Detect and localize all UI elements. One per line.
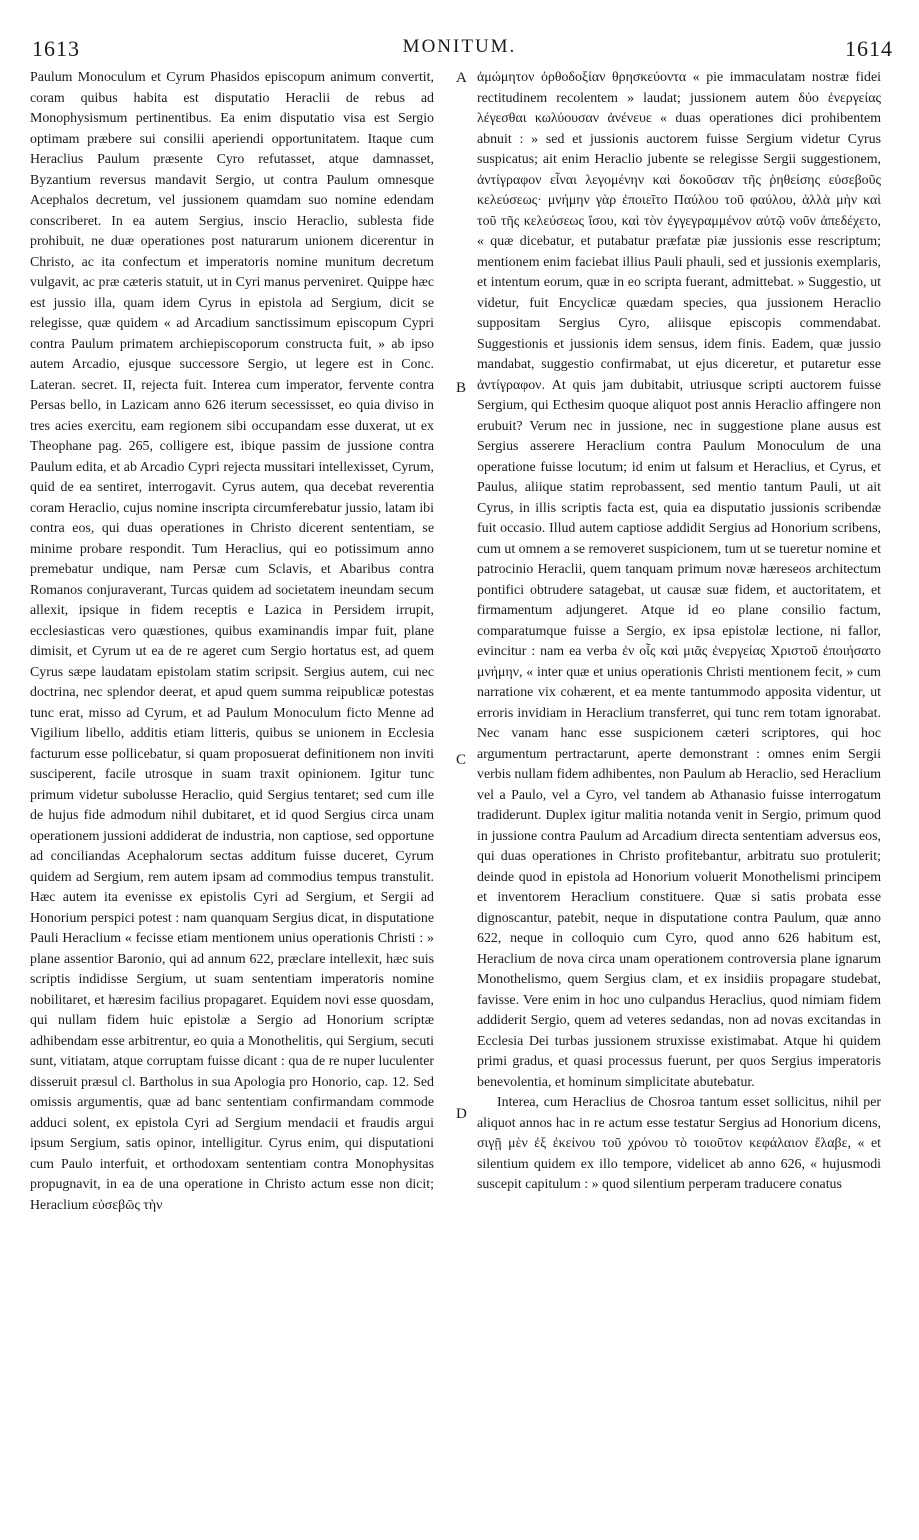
page-number-right: 1614 xyxy=(845,36,893,61)
margin-letter-c: C xyxy=(456,752,467,768)
running-title: MONITUM. xyxy=(402,36,517,57)
margin-letter-a: A xyxy=(456,70,467,86)
right-paragraph-2: Interea, cum Heraclius de Chosroa tantum esset sollicitus, nihil per aliquot annos hac in re actum esse testatur Sergius ad Honorium dicens, σιγῇ μὲν ἐξ ἐκείνου τοῦ χρόνου τὸ τοιοῦτον κεφάλαιον ἔλαβε, « et silentium quidem ex illo tempore, videlicet ab anno 626, « hujusmodi suscepit capitulum : » quod silentium perperam traducere conatus xyxy=(477,1095,881,1192)
left-column xyxy=(30,68,434,1216)
margin-letter-b: B xyxy=(456,380,467,396)
page-number-left: 1613 xyxy=(32,36,80,61)
margin-letter-d: D xyxy=(456,1106,467,1122)
right-column xyxy=(477,68,881,1196)
right-paragraph-1: ἀμώμητον ὀρθοδοξίαν θρησκεύοντα « pie immaculatam nostræ fidei rectitudinem recolentem » laudat; jussionem autem δύο ἐνεργείας λέγεσθαι κωλύουσαν ἀνένευε « duas operationes dici prohibentem abnuit : » sed et jussionis auctorem fuisse Sergium videtur Cyrus suspicatus; ait enim Heraclio jubente se relegisse Sergii suggestionem, ἀντίγραφον εἶναι λεγομένην καὶ δοκοῦσαν τῆς ῥηθείσης εὐσεβοῦς κελεύσεως· μνήμην γὰρ ἐποιεῖτο Παύλου τοῦ φαύλου, ἀλλὰ μὴν καὶ τοῦ τῆς κελεύσεως ἴσου, καὶ τὸν ἐγγεγραμμένον αὐτῷ νοῦν ἀπεδέχετο, « quæ dicebatur, et putabatur præfatæ piæ jussionis esse rescriptum; mentionem enim faciebat illius Pauli phauli, sed et jussionis exemplaris, et intentum eorum, quæ in eo scripta fuerant, admittebat. » Suggestio, ut videtur, fuit Encyclicæ quædam species, qua jussionem Heraclio suppositam Sergius Cyro, aliisque episcopis commendabat. Suggestionis et jussionis idem sensus, idem finis. Eadem, quæ jussio mandabat, suggestio confirmabat, ut ejus diceretur, et putaretur esse ἀντίγραφον. At quis jam dubitabit, utriusque scripti auctorem fuisse Sergium, qui Ecthesim quoque aliquot post annis Heraclio affingere non erubuit? Verum nec in jussione, nec in suggestione plane ausus est Sergius asserere Heraclium contra Paulum Monoculum de una operatione fuisse locutum; id enim ut falsum et Heraclius, et Cyrus, et Paulus, aliique statim reprobassent, sed mentio tantum Pauli, ut ait Cyrus, in illis scriptis facta est, quia ea disputatio jussionis scribendæ fuit occasio. Illud autem captiose addidit Sergius ad Honorium scribens, cum ut omnem a se removeret suspicionem, tum ut se tueretur nomine et patrocinio Heraclii, quem tanquam primum novæ hæreseos architectum pontifici obtrudere satagebat, ut causæ suæ fidem, et auctoritatem, et firmamentum adjungeret. Atque id eo plane consilio factum, comparatumque fuisse a Sergio, ex ipsa epistolæ lectione, ni fallor, evincitur : nam ea verba ἐν οἷς καὶ μιᾶς ἐνεργείας Χριστοῦ ἐποιήσατο μνήμην, « inter quæ et unius operationis Christi mentionem fecit, » cum narratione vix cohærent, et ea mente tantummodo apposita videntur, ut erroris invidiam in Heraclium transferret, qui tunc rem totam ignorabat. Nec vanam hanc esse suspicionem cæteri scriptores, qui hoc argumentum pertractarunt, aperte demonstrant : omnes enim Sergii verbis nullam fidem adhibentes, non Paulum ab Heraclio, sed Heraclium vel a Paulo, vel a Cyro, vel tandem ab Athanasio fuisse interrogatum tradiderunt. Duplex igitur malitia notanda venit in Sergio, primum quod in jussione contra Paulum ad Arcadium directa sententiam adversus eos, qui duas operationes in Christo profitebantur, arbitratu suo protulerit; deinde quod in epistola ad Honorium voluerit Monothelismi principem et inventorem Heraclium constituere. Quæ si satis probata esse dignoscantur, patebit, neque in disputatione contra Paulum, quæ anno 622, neque in colloquio cum Cyro, quod anno 626 habitum est, Heraclium de nova circa unam operationem controversia plane ignarum Monothelismo, quem Sergius clam, et ex insidiis propagare studebat, favisse. Vere enim in hoc uno culpandus Heraclius, quod nimiam fidem addiderit Sergio, quem ad veteres sedandas, non ad novas excitandas in Ecclesia Dei turbas jussionem struxisse existimabat. Atque hi quidem primi gradus, et quasi processus fuerunt, per quos Sergius imperatoris benevolentia, et hominum simplicitate abutebatur. xyxy=(477,70,881,1090)
left-paragraph-1: Paulum Monoculum et Cyrum Phasidos episcopum animum convertit, coram quibus habita est disputatio Heraclii de rebus ad Monophysismum pertinentibus. Ea enim disputatio visa est Sergio optimam præbere sui consilii aperiendi opportunitatem. Itaque cum Heraclius Paulum præsente Cyro refutasset, atque damnasset, Byzantium reversus mandavit Sergio, ut contra Paulum omnesque Acephalos decretum, vel jussionem quamdam suo nomine edendam conscriberet. In ea autem Sergius, inscio Heraclio, sublesta fide prohibuit, ne duæ operationes post naturarum unionem dicerentur in Christo, ac ita confectum et imperatoris nomine munitum decretum vulgavit, ac præ cæteris statuit, ut in Cyri manus perveniret. Quippe hæc est jussio illa, quam idem Cyrus in epistola ad Sergium, dicit se relegisse, quæ quidem « ad Arcadium sanctissimum episcopum Cypri contra Paulum primatem archiepiscoporum constructa fuit, » ab ipso autem Arcadio, ejusque successore Sergio, ut legere est in Conc. Lateran. secret. II, rejecta fuit. Interea cum imperator, fervente contra Persas bello, in Lazicam anno 626 iterum secessisset, eo quia diviso in tres acies exercitu, eam regionem sibi occupandam esse duxerat, ut ex Theophane pag. 265, colligere est, ibique passim de jussione contra Paulum edita, et ab Arcadio Cypri rejecta mussitari intellexisset, Cyrum, quid de ea sentiret, interrogavit. Cyrus autem, qua decebat reverentia coram Heraclio, cujus nomine inscripta circumferebatur jussio, latam ibi contra eos, qui duas operationes in Christo dicerent sententiam, se minime probare respondit. Tum Heraclius, qui eo potissimum anno premebatur undique, nam Persæ cum Sclavis, et Abaribus contra Romanos conjuraverant, Turcas quidem ad societatem ineundam secum allexit, ipsique in fidem receptis e Lazica in Persidem irrupit, ecclesiasticas vero quæstiones, quibus examinandis impar fuit, plane dimisit, et Cyrum ut ea de re ageret cum Sergio hortatus est, ad quem Cyrus sæpe laudatam epistolam statim scripsit. Sergius autem, cui nec doctrina, nec splendor deerat, et apud quem summa reipublicæ potestas tunc erat, misso ad Cyrum, et ad Paulum Monoculum ficto Menne ad Vigilium libello, additis etiam litteris, quibus se unionem in Ecclesia facturum esse pollicebatur, si quam proposuerat definitionem non inviti susciperent, facile utrosque in suam traxit opinionem. Igitur tunc primum videtur subolusse Heraclio, quid Sergius tentaret; sed cum ille de hujus fide admodum nihil dubitaret, et id quod Sergius circa unam operationem jussioni addiderat de industria, non captiose, sed opportune ad conciliandas Acephalorum sectas additum fuisse duceret, Cyrum quidem ad Sergium, rem autem ipsam ad commodius tempus transtulit. Hæc autem ita evenisse ex epistolis Cyri ad Sergium, et Sergii ad Honorium perspici potest : nam quanquam Sergius dicat, in disputatione Pauli Heraclium « fecisse etiam mentionem unius operationis Christi : » plane assentior Baronio, qui ad annum 622, præclare intellexit, hæc suis scriptis indidisse Sergium, ut suam sententiam imperatoris nomine nobilitaret, et hæresim facilius propagaret. Equidem novi esse quosdam, qui nullam fidem huic epistolæ a Sergio ad Honorium scriptæ adhibendam esse arbitrentur, eo quia a Monothelitis, qui Sergium, secuti sunt, vitiatam, atque corruptam fuisse dicant : qua de re nuper luculenter disseruit præsul cl. Bartholus in sua Apologia pro Honorio, cap. 12. Sed omissis argumentis, quæ ad banc sententiam confirmandam commode adduci solent, ex epistola Cyri ad Sergium mendacii et fraudis argui ipsum Sergium, satis opinor, intelligitur. Cyrus enim, qui disputationi cum Paulo interfuit, et orthodoxam sententiam contra Monophysitas propugnavit, in ea de una operatione in Christo actum esse non dicit; Heraclium εὐσεβῶς τὴν xyxy=(30,70,434,1213)
